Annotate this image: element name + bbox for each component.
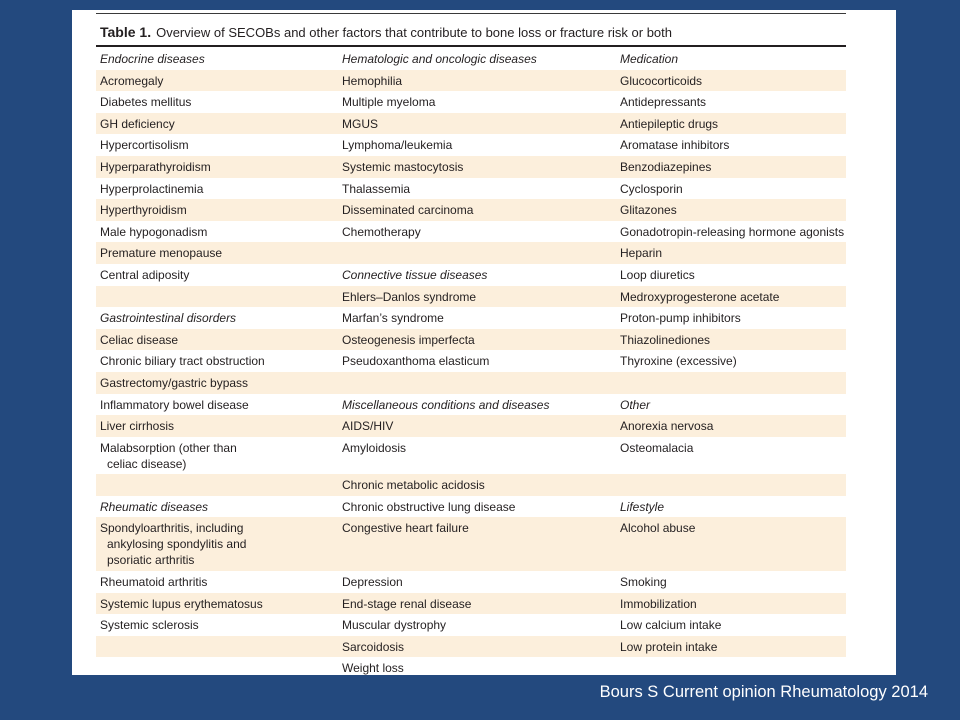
table-cell: Low calcium intake (620, 618, 722, 633)
table-body (96, 48, 846, 675)
table-cell: Acromegaly (100, 73, 164, 88)
table-row (96, 178, 846, 200)
table-row (96, 372, 846, 394)
table-cell: Depression (342, 575, 403, 590)
table-row (96, 394, 846, 416)
table-row (96, 264, 846, 286)
table-row (96, 70, 846, 92)
table-cell: Chronic metabolic acidosis (342, 478, 485, 493)
table-cell: Chronic biliary tract obstruction (100, 354, 265, 369)
category-heading: Connective tissue diseases (342, 267, 488, 282)
table-cell: Smoking (620, 575, 667, 590)
table-row (96, 517, 846, 571)
table-cell: Heparin (620, 246, 663, 261)
table-cell: Gonadotropin-releasing hormone agonists (620, 224, 845, 239)
table-row (96, 221, 846, 243)
table-cell: Muscular dystrophy (342, 618, 447, 633)
table-cell: Sarcoidosis (342, 639, 405, 654)
table-cell: Loop diuretics (620, 267, 695, 282)
table-cell (616, 474, 846, 496)
table-row (96, 91, 846, 113)
table-cell: Glucocorticoids (620, 73, 703, 88)
table-cell: Antidepressants (620, 95, 707, 110)
table-cell: Hyperprolactinemia (100, 181, 204, 196)
table-row (96, 329, 846, 351)
category-heading: Hematologic and oncologic diseases (342, 52, 537, 66)
table-cell: Congestive heart failure (342, 521, 469, 536)
table-cell: End-stage renal disease (342, 596, 472, 611)
table-title-rule (96, 45, 846, 47)
category-heading: Miscellaneous conditions and diseases (342, 397, 550, 412)
table-cell: Amyloidosis (342, 440, 407, 455)
table-cell: Hyperparathyroidism (100, 159, 211, 174)
category-heading: Medication (620, 52, 679, 66)
table-cell: Hypercortisolism (100, 138, 189, 153)
table-cell: Chronic obstructive lung disease (342, 499, 516, 514)
table-cell (616, 372, 846, 394)
table-cell (338, 372, 616, 394)
table-figure (72, 10, 896, 675)
table-cell: Glitazones (620, 203, 677, 218)
table-row (96, 156, 846, 178)
table-cell (96, 657, 338, 675)
table-row (96, 657, 846, 675)
table-cell (616, 657, 846, 675)
category-heading: Endocrine diseases (100, 52, 205, 66)
table-cell: Thiazolinediones (620, 332, 711, 347)
table-cell: Chemotherapy (342, 224, 421, 239)
category-heading: Lifestyle (620, 499, 665, 514)
table-cell (96, 474, 338, 496)
table-cell: Lymphoma/leukemia (342, 138, 453, 153)
table-cell: Systemic lupus erythematosus (100, 596, 263, 611)
table-row (96, 571, 846, 593)
table-top-rule (96, 13, 846, 14)
table-row (96, 307, 846, 329)
table-cell: MGUS (342, 116, 378, 131)
table-label: Table 1. (100, 24, 152, 40)
table-cell: Systemic sclerosis (100, 618, 199, 633)
table-cell: Celiac disease (100, 332, 179, 347)
table-row (96, 199, 846, 221)
table-cell: Central adiposity (100, 267, 190, 282)
table-cell: Cyclosporin (620, 181, 683, 196)
table-cell: Malabsorption (other than celiac disease) (100, 440, 237, 471)
table-cell: Osteogenesis imperfecta (342, 332, 475, 347)
table-cell: Diabetes mellitus (100, 95, 192, 110)
table-row (96, 350, 846, 372)
table-title (100, 23, 672, 41)
table-row (96, 415, 846, 437)
table-cell: Low protein intake (620, 639, 718, 654)
table-row (96, 48, 846, 70)
table-row (96, 474, 846, 496)
table-cell: Ehlers–Danlos syndrome (342, 289, 477, 304)
table-row (96, 496, 846, 518)
table-cell: Inflammatory bowel disease (100, 397, 249, 412)
table-cell (338, 242, 616, 264)
table-cell: Pseudoxanthoma elasticum (342, 354, 490, 369)
table-cell: Weight loss (342, 661, 404, 675)
table-row (96, 636, 846, 658)
table-cell: Aromatase inhibitors (620, 138, 730, 153)
table-cell: Multiple myeloma (342, 95, 436, 110)
table-row (96, 242, 846, 264)
table-cell: Male hypogonadism (100, 224, 208, 239)
table-caption: Overview of SECOBs and other factors that contribute to bone loss or fracture risk or both (156, 25, 672, 40)
table-cell: Antiepileptic drugs (620, 116, 719, 131)
table-cell: Hemophilia (342, 73, 403, 88)
table-row (96, 593, 846, 615)
table-cell: Immobilization (620, 596, 697, 611)
table-cell: GH deficiency (100, 116, 175, 131)
table-cell: Premature menopause (100, 246, 223, 261)
category-heading: Other (620, 397, 651, 412)
table-cell: Hyperthyroidism (100, 203, 187, 218)
table-cell: Disseminated carcinoma (342, 203, 474, 218)
citation-footer: Bours S Current opinion Rheumatology 2014 (599, 683, 928, 701)
table-cell: Spondyloarthritis, including ankylosing spondylitis and psoriatic arthritis (100, 521, 247, 568)
table-cell: Liver cirrhosis (100, 419, 175, 434)
table-row (96, 614, 846, 636)
table-cell: Benzodiazepines (620, 159, 712, 174)
table-cell: Systemic mastocytosis (342, 159, 464, 174)
table-cell: AIDS/HIV (342, 419, 394, 434)
category-heading: Rheumatic diseases (100, 499, 209, 514)
table-cell: Proton-pump inhibitors (620, 311, 741, 326)
table-cell: Osteomalacia (620, 440, 694, 455)
table-cell (96, 636, 338, 658)
table-cell: Gastrectomy/gastric bypass (100, 375, 249, 390)
table-cell: Thalassemia (342, 181, 411, 196)
table-cell: Rheumatoid arthritis (100, 575, 208, 590)
table-cell: Alcohol abuse (620, 521, 696, 536)
table-row (96, 437, 846, 475)
table-cell: Anorexia nervosa (620, 419, 714, 434)
table-row (96, 113, 846, 135)
table-cell: Medroxyprogesterone acetate (620, 289, 780, 304)
category-heading: Gastrointestinal disorders (100, 311, 237, 326)
table-cell (96, 286, 338, 308)
table-cell: Marfan’s syndrome (342, 311, 444, 326)
table-row (96, 134, 846, 156)
table-cell: Thyroxine (excessive) (620, 354, 737, 369)
table-row (96, 286, 846, 308)
